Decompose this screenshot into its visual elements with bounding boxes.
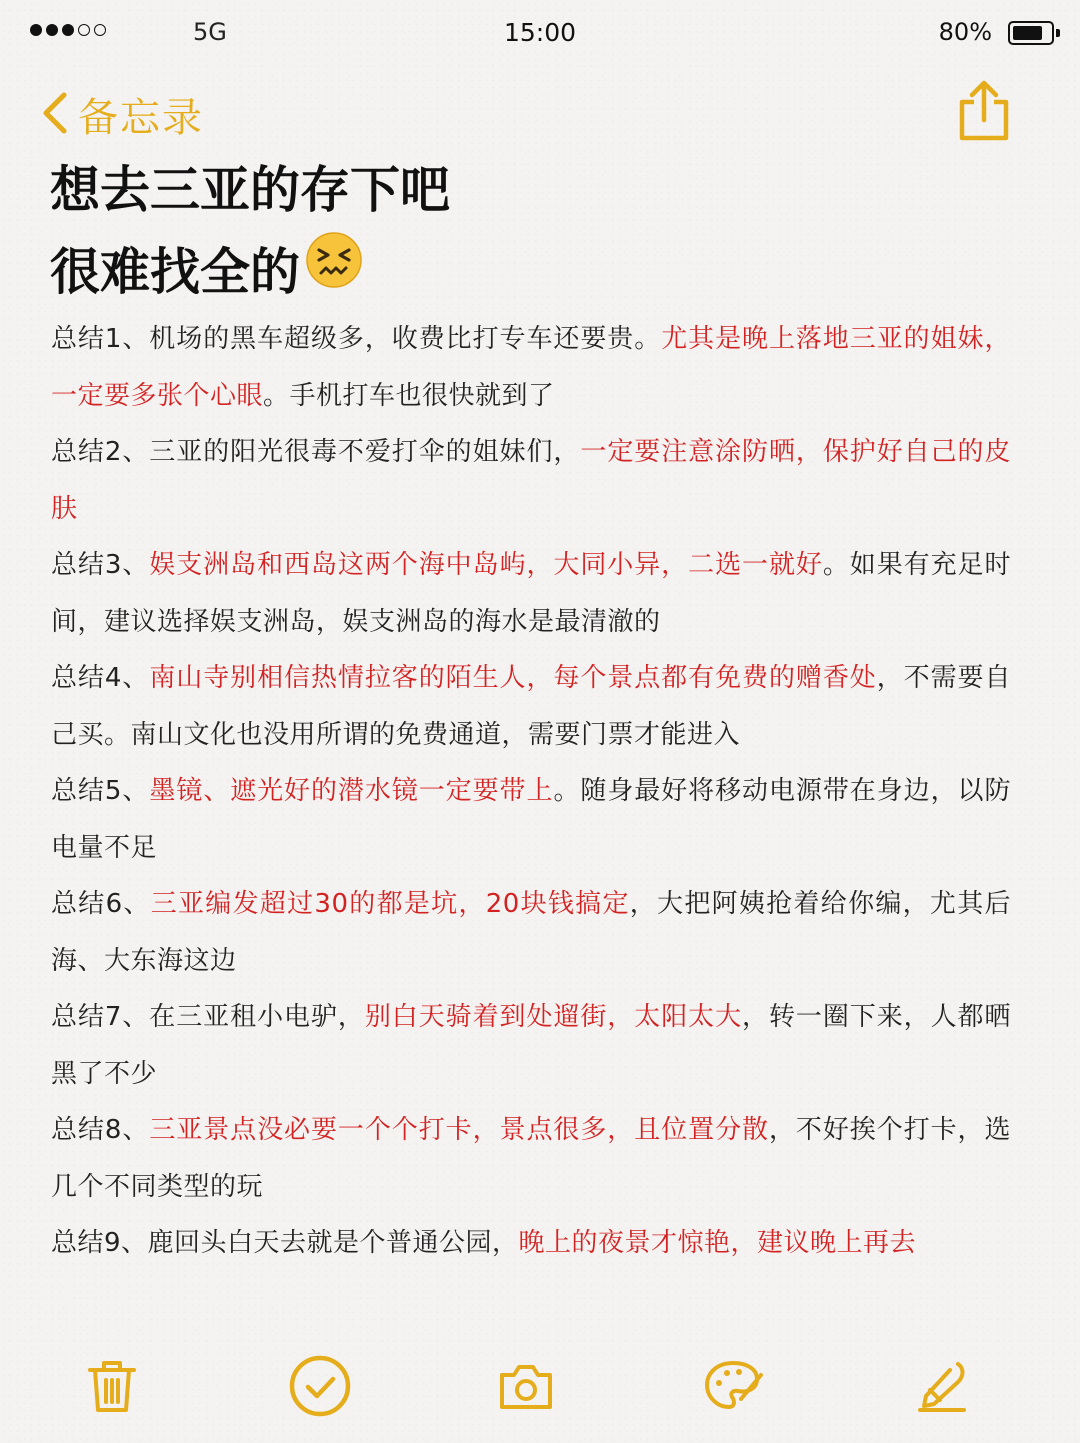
note-text: 总结9、鹿回头白天去就是个普通公园，	[51, 1228, 519, 1258]
note-paragraph	[51, 989, 1011, 1102]
network-type: 5G	[193, 18, 227, 46]
clock: 15:00	[503, 18, 577, 47]
note-text: 总结3、	[51, 550, 150, 580]
note-text: ，转一圈下来，人都晒黑了不少	[51, 1002, 1011, 1089]
note-paragraph	[51, 876, 1011, 989]
highlighted-text: 南山寺别相信热情拉客的陌生人，每个景点都有免费的赠香处	[149, 663, 877, 693]
share-icon	[956, 127, 1012, 146]
title-line-1: 想去三亚的存下吧	[50, 161, 450, 219]
trash-icon	[86, 1358, 138, 1418]
title-line-2	[50, 230, 1030, 313]
back-label: 备忘录	[78, 95, 204, 141]
camera-icon	[498, 1361, 554, 1415]
note-text: 总结4、	[51, 663, 150, 693]
compose-icon	[914, 1358, 970, 1418]
note-text: 。手机打车也很快就到了	[263, 380, 555, 411]
note-text: 总结2、三亚的阳光很毒不爱打伞的姐妹们，	[51, 437, 581, 467]
note-paragraph	[51, 537, 1011, 650]
note-paragraph	[51, 1215, 1011, 1272]
note-text: 总结1、机场的黑车超级多，收费比打专车还要贵。	[51, 324, 662, 354]
note-text: ，不好挨个打卡，选几个不同类型的玩	[51, 1115, 1011, 1202]
note-text: 总结6、	[51, 889, 151, 919]
highlighted-text: 娱支洲岛和西岛这两个海中岛屿，大同小异，二选一就好	[149, 550, 823, 580]
markup-button[interactable]	[698, 1352, 770, 1424]
highlighted-text: 别白天骑着到处遛街，太阳太大	[364, 1002, 743, 1032]
highlighted-text: 三亚编发超过30的都是坑，20块钱搞定	[150, 889, 630, 919]
bottom-toolbar	[0, 1352, 1080, 1432]
note-text: 。随身最好将移动电源带在身边，以防电量不足	[51, 776, 1011, 863]
highlighted-text: 尤其是晚上落地三亚的姐妹，一定要多张个心眼	[51, 324, 1011, 411]
note-text: 总结5、	[51, 776, 150, 806]
note-paragraph	[51, 311, 1011, 424]
checklist-button[interactable]	[284, 1352, 356, 1424]
delete-button[interactable]	[76, 1352, 148, 1424]
note-paragraph	[51, 424, 1011, 537]
confounded-face-emoji	[304, 230, 364, 313]
status-bar	[0, 0, 1080, 68]
note-text: ，大把阿姨抢着给你编，尤其后海、大东海这边	[51, 889, 1012, 976]
note-text: 总结8、	[51, 1115, 150, 1145]
battery-icon	[1008, 21, 1054, 45]
note-title[interactable]	[50, 150, 1030, 313]
note-text: 。如果有充足时间，建议选择娱支洲岛，娱支洲岛的海水是最清澈的	[51, 550, 1011, 637]
note-paragraph	[51, 1102, 1011, 1215]
chevron-left-icon	[40, 91, 68, 139]
palette-icon	[703, 1359, 765, 1417]
note-body[interactable]	[51, 311, 1011, 1272]
note-text: 总结7、在三亚租小电驴，	[51, 1002, 365, 1032]
highlighted-text: 墨镜、遮光好的潜水镜一定要带上	[149, 776, 554, 806]
share-button[interactable]	[956, 80, 1012, 146]
back-button[interactable]	[40, 86, 204, 143]
note-paragraph	[51, 650, 1011, 763]
highlighted-text: 三亚景点没必要一个个打卡，景点很多，且位置分散	[149, 1115, 769, 1145]
highlighted-text: 晚上的夜景才惊艳，建议晚上再去	[518, 1228, 917, 1258]
highlighted-text: 一定要注意涂防晒，保护好自己的皮肤	[51, 437, 1011, 524]
checklist-icon	[288, 1354, 352, 1422]
note-text: ，不需要自己买。南山文化也没用所谓的免费通道，需要门票才能进入	[51, 663, 1011, 750]
compose-button[interactable]	[906, 1352, 978, 1424]
note-paragraph	[51, 763, 1011, 876]
camera-button[interactable]	[490, 1352, 562, 1424]
nav-bar	[0, 80, 1080, 150]
title-line-2-text: 很难找全的	[50, 242, 300, 301]
battery-percent: 80%	[938, 18, 992, 46]
